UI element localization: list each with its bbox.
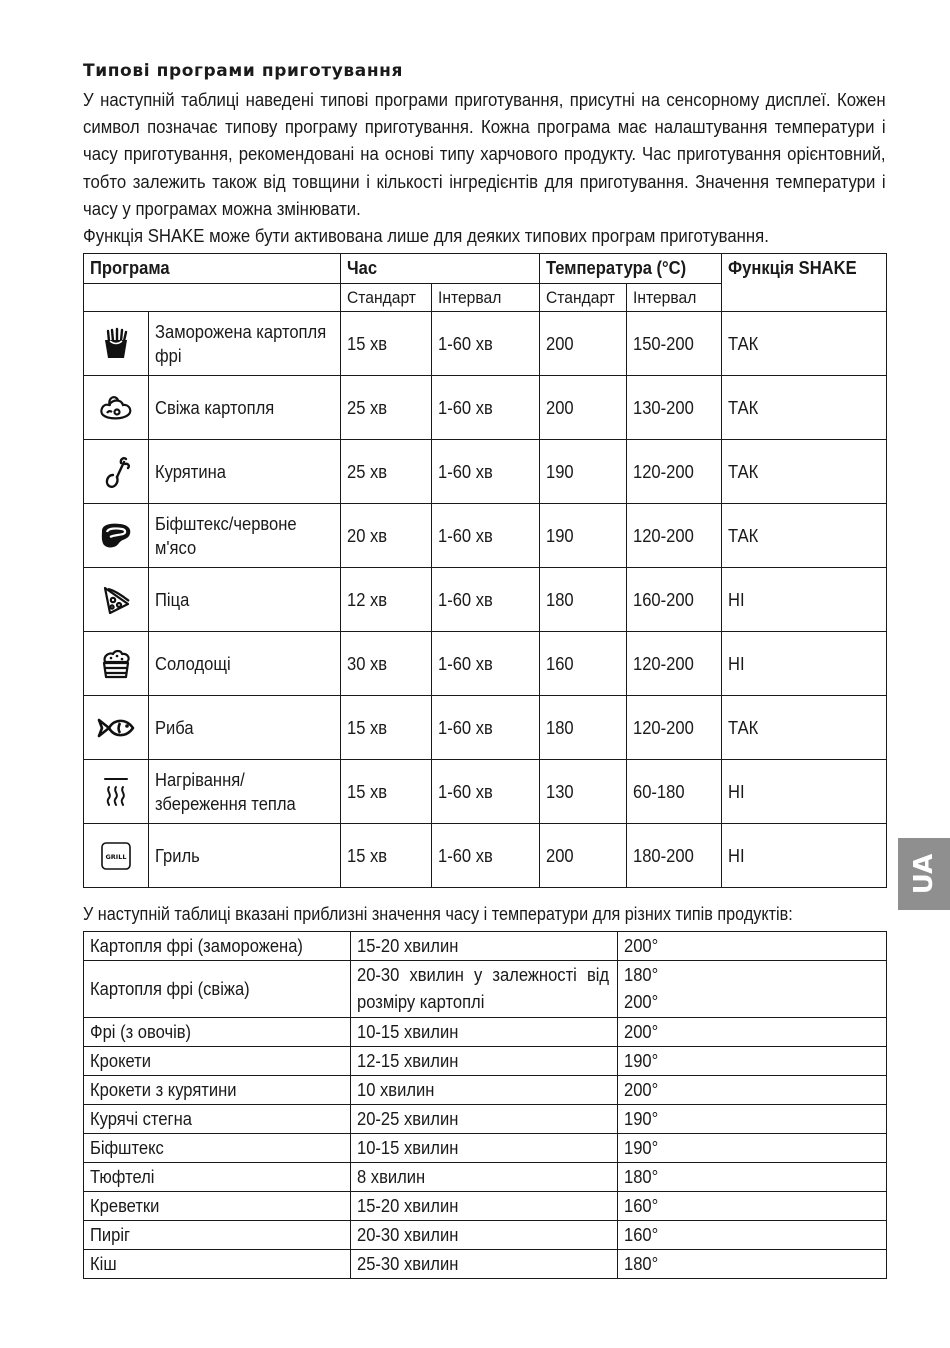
temp-interval: 130-200 — [627, 376, 722, 440]
time-interval: 1-60 хв — [432, 632, 540, 696]
food-temp: 180° 200° — [618, 961, 887, 1018]
temp-standard: 190 — [540, 504, 627, 568]
program-name: Риба — [149, 696, 341, 760]
cupcake-icon — [84, 632, 149, 696]
time-standard: 15 хв — [341, 696, 432, 760]
keep-warm-icon — [84, 760, 149, 824]
program-row — [84, 440, 887, 504]
temp-standard: 180 — [540, 568, 627, 632]
time-standard: 30 хв — [341, 632, 432, 696]
subheader-temp-interval: Інтервал — [627, 284, 722, 312]
grill-icon — [84, 824, 149, 888]
food-name: Крокети — [84, 1047, 351, 1076]
food-temp: 160° — [618, 1192, 887, 1221]
time-standard: 15 хв — [341, 824, 432, 888]
temp-standard: 160 — [540, 632, 627, 696]
program-row — [84, 632, 887, 696]
food-row — [84, 1250, 887, 1279]
food-time: 20-30 хвилин — [351, 1221, 618, 1250]
programs-table — [83, 253, 887, 888]
time-interval: 1-60 хв — [432, 760, 540, 824]
time-standard: 12 хв — [341, 568, 432, 632]
time-standard: 20 хв — [341, 504, 432, 568]
time-interval: 1-60 хв — [432, 312, 540, 376]
program-row — [84, 696, 887, 760]
food-temp: 190° — [618, 1134, 887, 1163]
time-standard: 25 хв — [341, 440, 432, 504]
shake-value: ТАК — [722, 440, 887, 504]
food-name: Пиріг — [84, 1221, 351, 1250]
food-row — [84, 1076, 887, 1105]
fries-icon — [84, 312, 149, 376]
food-name: Картопля фрі (заморожена) — [84, 932, 351, 961]
program-name: Солодощі — [149, 632, 341, 696]
food-row — [84, 1221, 887, 1250]
food-temp: 180° — [618, 1163, 887, 1192]
subheader-time-standard: Стандарт — [341, 284, 432, 312]
program-name: Гриль — [149, 824, 341, 888]
temp-interval: 120-200 — [627, 696, 722, 760]
program-row — [84, 376, 887, 440]
food-time: 10 хвилин — [351, 1076, 618, 1105]
time-standard: 15 хв — [341, 312, 432, 376]
time-interval: 1-60 хв — [432, 568, 540, 632]
food-temp: 190° — [618, 1105, 887, 1134]
time-interval: 1-60 хв — [432, 696, 540, 760]
program-name: Курятина — [149, 440, 341, 504]
programs-header-row — [84, 254, 887, 284]
temp-interval: 120-200 — [627, 632, 722, 696]
food-time: 20-30 хвилин у залежності від розміру картоплі — [351, 961, 618, 1018]
program-row — [84, 760, 887, 824]
food-row — [84, 1192, 887, 1221]
fish-icon — [84, 696, 149, 760]
pizza-icon — [84, 568, 149, 632]
food-name: Фрі (з овочів) — [84, 1018, 351, 1047]
food-temp: 200° — [618, 1076, 887, 1105]
shake-value: НІ — [722, 568, 887, 632]
program-row — [84, 824, 887, 888]
shake-value: ТАК — [722, 504, 887, 568]
food-name: Картопля фрі (свіжа) — [84, 961, 351, 1018]
header-shake: Функція SHAKE — [722, 254, 887, 312]
food-time: 20-25 хвилин — [351, 1105, 618, 1134]
foods-table — [83, 931, 887, 1279]
time-standard: 15 хв — [341, 760, 432, 824]
temp-interval: 120-200 — [627, 504, 722, 568]
shake-value: ТАК — [722, 696, 887, 760]
intro-paragraph: У наступній таблиці наведені типові програми приготування, присутні на сенсорному дисплеї. Кожен символ позначає типову програму приготування. Кожна програма має налаштування температури і часу приготування, рекомендовані на основі типу харчового продукту. Час приготування орієнтовний, тобто залежить також від товщини і кількості інгредієнтів для приготування. Значення температури і часу у програмах можна змінювати. — [83, 90, 886, 219]
time-interval: 1-60 хв — [432, 504, 540, 568]
food-row — [84, 1105, 887, 1134]
program-name: Заморожена картопля фрі — [149, 312, 341, 376]
temp-standard: 190 — [540, 440, 627, 504]
header-program-empty — [84, 284, 341, 312]
food-time: 15-20 хвилин — [351, 1192, 618, 1221]
food-time: 8 хвилин — [351, 1163, 618, 1192]
food-temp: 190° — [618, 1047, 887, 1076]
temp-interval: 120-200 — [627, 440, 722, 504]
food-time: 25-30 хвилин — [351, 1250, 618, 1279]
program-name: Піца — [149, 568, 341, 632]
food-time: 12-15 хвилин — [351, 1047, 618, 1076]
shake-note: Функція SHAKE може бути активована лише для деяких типових програм приготування. — [83, 226, 769, 247]
program-row — [84, 312, 887, 376]
food-temp: 200° — [618, 1018, 887, 1047]
potato-icon — [84, 376, 149, 440]
food-temp: 180° — [618, 1250, 887, 1279]
temp-standard: 180 — [540, 696, 627, 760]
temp-interval: 60-180 — [627, 760, 722, 824]
page-content — [83, 60, 886, 250]
drumstick-icon — [84, 440, 149, 504]
food-name: Крокети з курятини — [84, 1076, 351, 1105]
food-time: 10-15 хвилин — [351, 1134, 618, 1163]
header-program: Програма — [84, 254, 341, 284]
temp-interval: 150-200 — [627, 312, 722, 376]
program-row — [84, 568, 887, 632]
subheader-time-interval: Інтервал — [432, 284, 540, 312]
shake-value: НІ — [722, 632, 887, 696]
svg-text:GRILL: GRILL — [105, 852, 127, 861]
temp-standard: 200 — [540, 824, 627, 888]
language-tab-label: UA — [909, 853, 939, 895]
program-name: Свіжа картопля — [149, 376, 341, 440]
time-interval: 1-60 хв — [432, 824, 540, 888]
header-time: Час — [341, 254, 540, 284]
section-title: Типові програми приготування — [83, 61, 404, 81]
food-row — [84, 1018, 887, 1047]
program-row — [84, 504, 887, 568]
steak-icon — [84, 504, 149, 568]
food-name: Кіш — [84, 1250, 351, 1279]
header-temperature: Температура (°C) — [540, 254, 722, 284]
temp-interval: 160-200 — [627, 568, 722, 632]
language-tab — [898, 838, 950, 910]
food-time: 10-15 хвилин — [351, 1018, 618, 1047]
food-temp: 160° — [618, 1221, 887, 1250]
program-name: Біфштекс/червоне м'ясо — [149, 504, 341, 568]
food-name: Тюфтелі — [84, 1163, 351, 1192]
shake-value: ТАК — [722, 312, 887, 376]
subheader-temp-standard: Стандарт — [540, 284, 627, 312]
food-row — [84, 1163, 887, 1192]
temp-interval: 180-200 — [627, 824, 722, 888]
food-row — [84, 932, 887, 961]
foods-table-caption: У наступній таблиці вказані приблизні значення часу і температури для різних типів продуктів: — [83, 904, 793, 924]
time-interval: 1-60 хв — [432, 440, 540, 504]
program-name: Нагрівання/ збереження тепла — [149, 760, 341, 824]
food-time: 15-20 хвилин — [351, 932, 618, 961]
temp-standard: 200 — [540, 312, 627, 376]
shake-value: ТАК — [722, 376, 887, 440]
shake-value: НІ — [722, 824, 887, 888]
time-interval: 1-60 хв — [432, 376, 540, 440]
temp-standard: 130 — [540, 760, 627, 824]
food-row — [84, 1047, 887, 1076]
intro-text — [83, 87, 886, 250]
temp-standard: 200 — [540, 376, 627, 440]
time-standard: 25 хв — [341, 376, 432, 440]
food-row — [84, 961, 887, 1018]
food-name: Біфштекс — [84, 1134, 351, 1163]
food-temp: 200° — [618, 932, 887, 961]
food-row — [84, 1134, 887, 1163]
food-name: Креветки — [84, 1192, 351, 1221]
food-name: Курячі стегна — [84, 1105, 351, 1134]
shake-value: НІ — [722, 760, 887, 824]
